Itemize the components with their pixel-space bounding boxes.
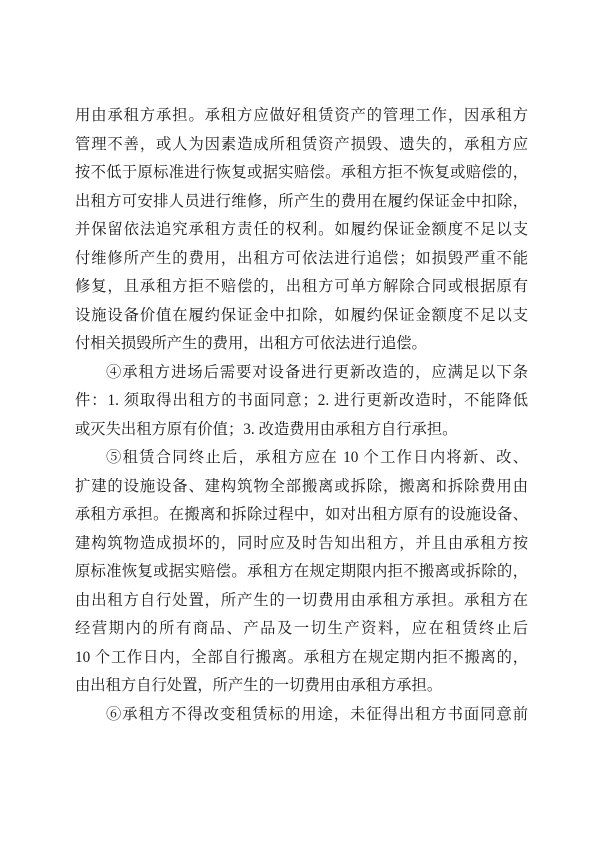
document-line: 10 个工作日内，全部自行搬离。承租方在规定期内拒不搬离的， [75, 648, 528, 666]
document-line-clause-4-start: ④承租方进场后需要对设备进行更新改造的，应满足以下条 [106, 363, 528, 381]
document-line: 付维修所产生的费用，出租方可依法进行追偿；如损毁严重不能 [75, 249, 528, 267]
document-line: 承租方承担。在搬离和拆除过程中，如对出租方原有的设施设备、 [75, 506, 528, 523]
document-line: 管理不善，或人为因素造成所租赁资产损毁、遗失的，承租方应 [75, 135, 528, 153]
document-line: 原标准恢复或据实赔偿。承租方在规定期限内拒不搬离或拆除的， [75, 563, 528, 580]
document-line: 并保留依法追究承租方责任的权利。如履约保证金额度不足以支 [75, 221, 528, 238]
contract-text-block [75, 102, 528, 729]
document-line: 按不低于原标准进行恢复或据实赔偿。承租方拒不恢复或赔偿的， [75, 164, 528, 181]
document-line: 用由承租方承担。承租方应做好租赁资产的管理工作，因承租方 [75, 107, 528, 124]
document-line: 付相关损毁所产生的费用，出租方可依法进行追偿。 [75, 335, 427, 352]
document-line: 由出租方自行处置，所产生的一切费用由承租方承担。承租方在 [75, 591, 528, 609]
document-line: 出租方可安排人员进行维修，所产生的费用在履约保证金中扣除， [75, 192, 528, 210]
document-line: 建构筑物造成损坏的，同时应及时告知出租方，并且由承租方按 [75, 534, 528, 552]
document-line: 件：1. 须取得出租方的书面同意；2. 进行更新改造时，不能降低 [75, 392, 528, 409]
document-line: 扩建的设施设备、建构筑物全部搬离或拆除，搬离和拆除费用由 [75, 477, 528, 495]
document-line-clause-5-start: ⑤租赁合同终止后，承租方应在 10 个工作日内将新、改、 [106, 449, 528, 466]
document-line-clause-6-start: ⑥承租方不得改变租赁标的用途，未征得出租方书面同意前 [106, 705, 528, 723]
document-line: 设施设备价值在履约保证金中扣除，如履约保证金额度不足以支 [75, 306, 528, 324]
document-line: 经营期内的所有商品、产品及一切生产资料，应在租赁终止后 [75, 620, 528, 637]
document-line: 由出租方自行处置，所产生的一切费用由承租方承担。 [75, 677, 443, 694]
document-line: 修复，且承租方拒不赔偿的，出租方可单方解除合同或根据原有 [75, 278, 528, 295]
document-line: 或灭失出租方原有价值；3. 改造费用由承租方自行承担。 [75, 420, 458, 438]
